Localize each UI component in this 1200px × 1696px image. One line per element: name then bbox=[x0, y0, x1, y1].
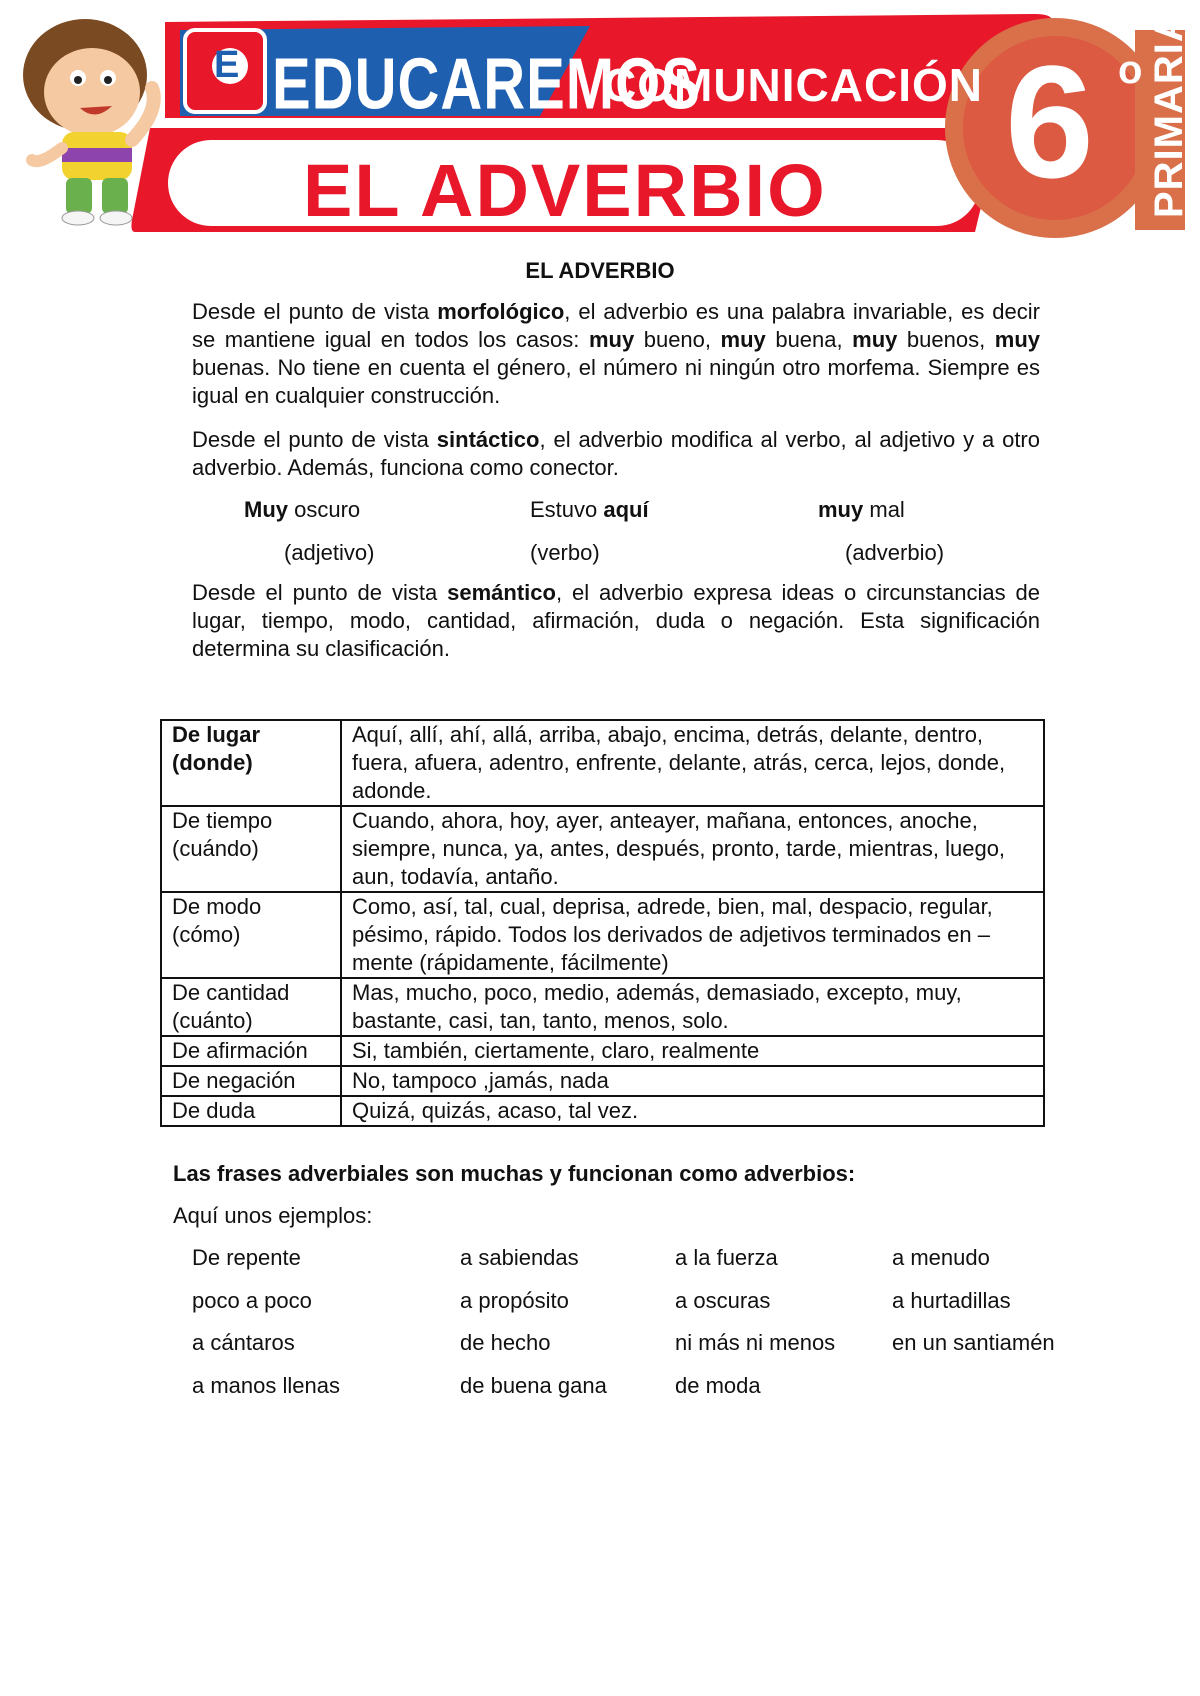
paragraph-morphological: Desde el punto de vista morfológico, el adverbio es una palabra invariable, es decir se mantiene igual en todos los casos: muy bueno, muy buena, muy buenos, muy buenas. No tiene en cuenta el género, el número ni ningún otro morfema. Siempre es igual en cualquier construcción. bbox=[192, 299, 1041, 408]
grade-suffix: o bbox=[1118, 48, 1143, 92]
phrase-item: a hurtadillas bbox=[892, 1288, 1011, 1313]
phrase-item: a sabiendas bbox=[460, 1245, 579, 1270]
table-row bbox=[161, 978, 1044, 1036]
phrase-item: de buena gana bbox=[460, 1373, 607, 1398]
adverb-classification-table bbox=[160, 719, 1045, 1127]
example-1-label: (adjetivo) bbox=[284, 540, 375, 565]
table-cell-words: Quizá, quizás, acaso, tal vez. bbox=[341, 1096, 1044, 1126]
document-heading: EL ADVERBIO bbox=[525, 258, 675, 283]
table-row bbox=[161, 1036, 1044, 1066]
topic-title: EL ADVERBIO bbox=[303, 149, 827, 232]
table-cell-category: De afirmación bbox=[161, 1036, 341, 1066]
brand-name: EDUCAREMOS bbox=[272, 43, 701, 125]
example-3: muy mal bbox=[818, 497, 905, 522]
phrase-item: a manos llenas bbox=[192, 1373, 340, 1398]
table-cell-category: De lugar (donde) bbox=[161, 720, 341, 806]
phrase-item: a la fuerza bbox=[675, 1245, 778, 1270]
table-row bbox=[161, 806, 1044, 892]
table-cell-words: Cuando, ahora, hoy, ayer, anteayer, mañana, entonces, anoche, siempre, nunca, ya, antes, después, pronto, tarde, mientras, luego, aun, todavía, antaño. bbox=[341, 806, 1044, 892]
example-1: Muy oscuro bbox=[244, 497, 361, 522]
phrase-item: a propósito bbox=[460, 1288, 569, 1313]
phrase-item: en un santiamén bbox=[892, 1330, 1055, 1355]
table-cell-words: Si, también, ciertamente, claro, realmente bbox=[341, 1036, 1044, 1066]
example-2: Estuvo aquí bbox=[530, 497, 649, 522]
table-cell-category: De negación bbox=[161, 1066, 341, 1096]
grade-number: 6 bbox=[1005, 32, 1094, 211]
table-row bbox=[161, 1066, 1044, 1096]
phrase-item: a menudo bbox=[892, 1245, 990, 1270]
table-cell-words: Aquí, allí, ahí, allá, arriba, abajo, encima, detrás, delante, dentro, fuera, afuera, adentro, enfrente, delante, atrás, cerca, lejos, donde, adonde. bbox=[341, 720, 1044, 806]
table-cell-words: Como, así, tal, cual, deprisa, adrede, bien, mal, despacio, regular, pésimo, rápido. Todos los derivados de adjetivos terminados en – mente (rápidamente, fácilmente) bbox=[341, 892, 1044, 978]
table-cell-category: De cantidad (cuánto) bbox=[161, 978, 341, 1036]
table-row bbox=[161, 1096, 1044, 1126]
phrases-heading: Las frases adverbiales son muchas y funcionan como adverbios: bbox=[173, 1161, 856, 1186]
phrase-item: a oscuras bbox=[675, 1288, 771, 1313]
example-3-label: (adverbio) bbox=[845, 540, 945, 565]
phrase-item: De repente bbox=[192, 1245, 301, 1270]
table-cell-category: De tiempo (cuándo) bbox=[161, 806, 341, 892]
table-cell-category: De duda bbox=[161, 1096, 341, 1126]
level-label: PRIMARIA bbox=[1147, 12, 1191, 218]
subject-label: COMUNICACIÓN bbox=[603, 59, 983, 111]
phrase-item: de moda bbox=[675, 1373, 761, 1398]
table-cell-words: Mas, mucho, poco, medio, además, demasiado, excepto, muy, bastante, casi, tan, tanto, menos, solo. bbox=[341, 978, 1044, 1036]
phrase-item: de hecho bbox=[460, 1330, 551, 1355]
paragraph-semantic: Desde el punto de vista semántico, el adverbio expresa ideas o circunstancias de lugar, tiempo, modo, cantidad, afirmación, duda o negación. Esta significación determina su clasificación. bbox=[192, 580, 1040, 661]
phrase-item: ni más ni menos bbox=[675, 1330, 836, 1355]
table-cell-category: De modo (cómo) bbox=[161, 892, 341, 978]
mascot-illustration bbox=[23, 19, 154, 225]
table-cell-words: No, tampoco ,jamás, nada bbox=[341, 1066, 1044, 1096]
logo-letter: E bbox=[214, 44, 240, 86]
example-2-label: (verbo) bbox=[530, 540, 600, 565]
phrase-item: poco a poco bbox=[192, 1288, 312, 1313]
paragraph-syntactic: Desde el punto de vista sintáctico, el adverbio modifica al verbo, al adjetivo y a otro adverbio. Además, funciona como conector. bbox=[192, 427, 1040, 480]
phrase-item: a cántaros bbox=[192, 1330, 295, 1355]
table-row bbox=[161, 720, 1044, 806]
table-row bbox=[161, 892, 1044, 978]
phrases-intro: Aquí unos ejemplos: bbox=[173, 1203, 373, 1228]
